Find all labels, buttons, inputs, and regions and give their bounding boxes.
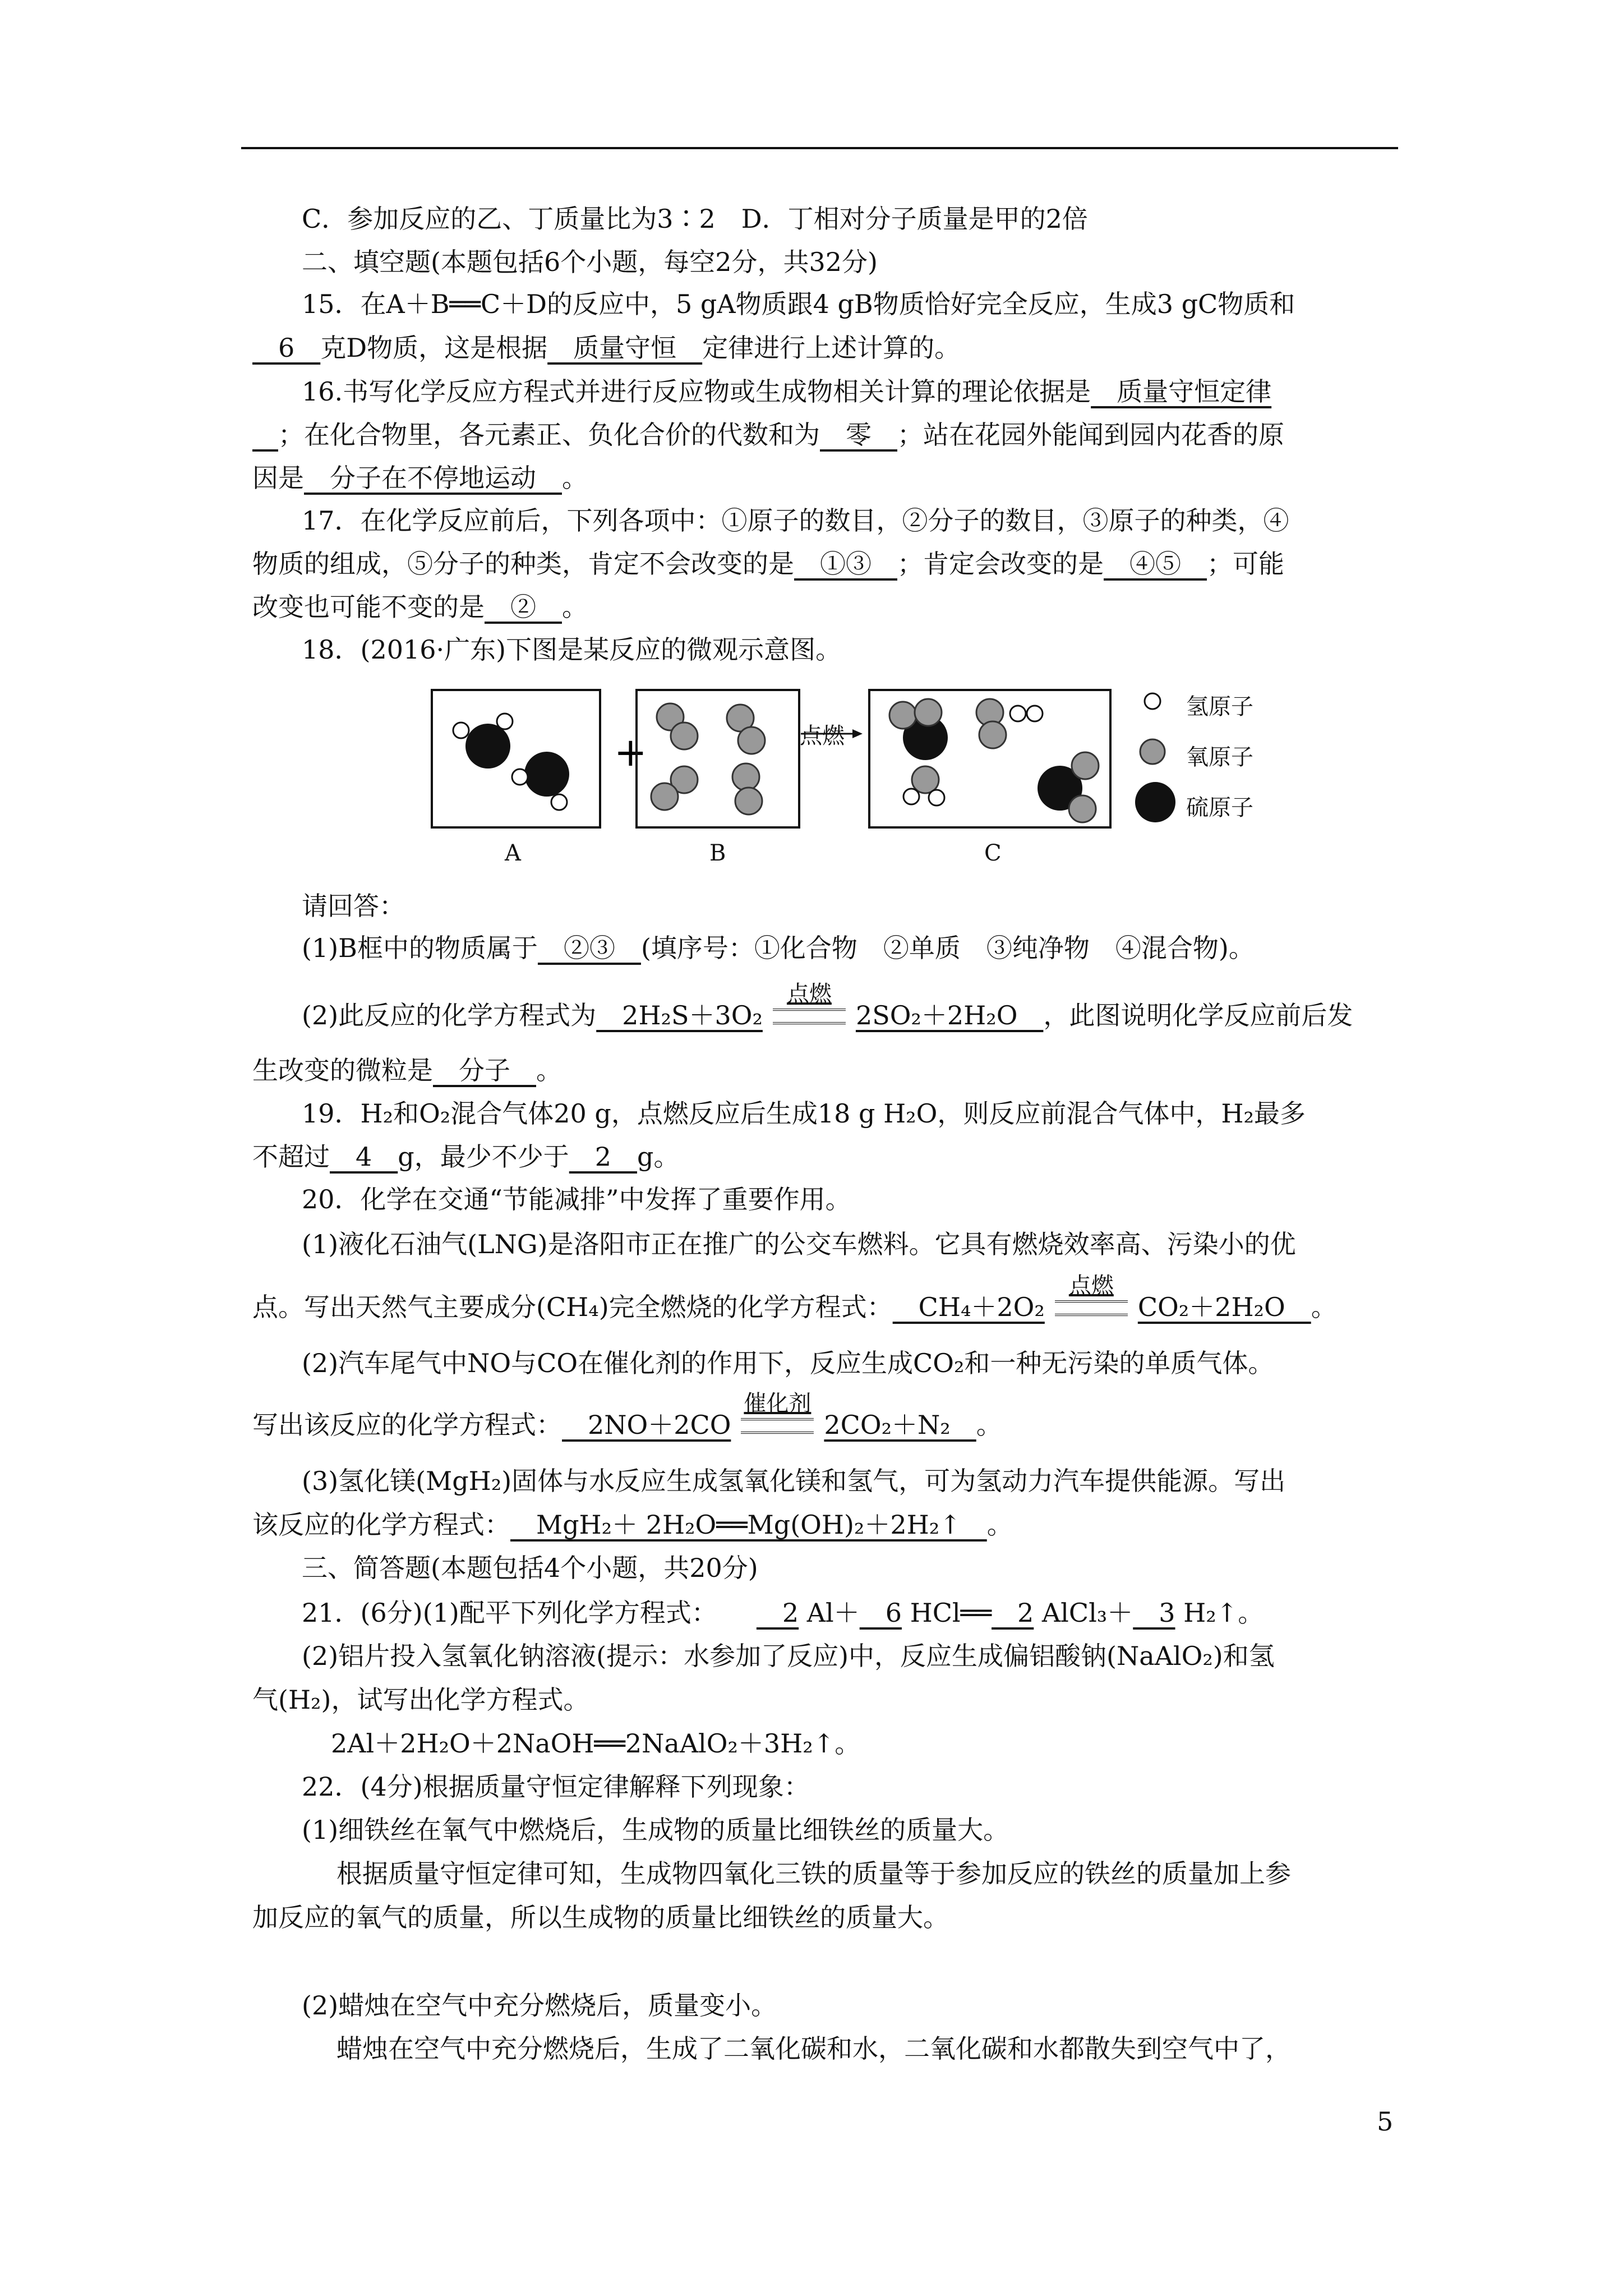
question-21-answer: 2Al＋2H₂O＋2NaOH══2NaAlO₂＋3H₂↑。: [331, 1728, 861, 1759]
question-16-cont: ；在化合物里，各元素正、负化合价的代数和为 零 ；站在花园外能闻到园内花香的原: [252, 418, 1284, 452]
answer-blank: 4: [330, 1142, 398, 1172]
question-19: 19．H₂和O₂混合气体20 g，点燃反应后生成18 g H₂O，则反应前混合气体中，H₂最多: [302, 1098, 1306, 1129]
answer-blank: CH₄＋2O₂: [892, 1292, 1045, 1322]
answer-blank: 2: [992, 1598, 1034, 1628]
question-18-2: (2)此反应的化学方程式为 2H₂S＋3O₂ 点燃 2SO₂＋2H₂O ，此图说明化学反应前后发: [302, 999, 1353, 1034]
page-number: 5: [1377, 2106, 1394, 2137]
answer-blank: 2H₂S＋3O₂: [596, 1000, 763, 1030]
question-15-cont: 6 克D物质，这是根据 质量守恒 定律进行上述计算的。: [252, 331, 960, 365]
box-c-molecules: [889, 699, 1099, 822]
question-18-1: (1)B框中的物质属于 ②③ (填序号：①化合物 ②单质 ③纯净物 ④混合物)。: [302, 931, 1255, 965]
answer-blank: 2SO₂＋2H₂O: [855, 1000, 1044, 1030]
question-18-3: 生改变的微粒是 分子 。: [252, 1053, 562, 1087]
answer-blank: 分子在不停地运动: [304, 463, 562, 493]
arrow-label: 点燃: [800, 723, 845, 749]
question-19-cont: 不超过 4 g，最少不少于 2 g。: [252, 1140, 679, 1174]
box-b-molecules: [651, 703, 765, 815]
question-16-cont2: 因是 分子在不停地运动 。: [252, 461, 588, 495]
answer-22-2: 蜡烛在空气中充分燃烧后，生成了二氧化碳和水，二氧化碳和水都散失到空气中了，: [336, 2033, 1291, 2064]
answer-blank: 质量守恒定律: [1091, 376, 1272, 407]
answer-blank: ④⑤: [1104, 549, 1207, 579]
answer-22-1-cont: 加反应的氧气的质量，所以生成物的质量比细铁丝的质量大。: [252, 1902, 949, 1932]
box-a-label: A: [505, 840, 521, 866]
header-rule: [241, 147, 1398, 149]
svg-text:+: +: [614, 729, 647, 775]
box-a-molecules: [453, 714, 569, 810]
question-15: 15．在A＋B══C＋D的反应中，5 gA物质跟4 gB物质恰好完全反应，生成3 gC物质和: [302, 289, 1295, 319]
answer-blank: 2: [569, 1142, 638, 1172]
answer-blank: 3: [1133, 1598, 1175, 1628]
question-20-1-cont: 点。写出天然气主要成分(CH₄)完全燃烧的化学方程式： CH₄＋2O₂ 点燃 CO₂＋2H₂O 。: [252, 1290, 1337, 1326]
answer-blank: 6: [859, 1598, 902, 1628]
answer-blank: ②③: [537, 933, 641, 963]
section-heading: 三、简答题(本题包括4个小题，共20分): [302, 1553, 758, 1583]
answer-blank: 零: [820, 420, 897, 450]
box-c-label: C: [984, 840, 1002, 866]
question-20-3-cont: 该反应的化学方程式： MgH₂＋ 2H₂O══Mg(OH)₂＋2H₂↑ 。: [252, 1508, 1013, 1542]
section-heading: 二、填空题(本题包括6个小题，每空2分，共32分): [302, 247, 878, 277]
question-20-2: (2)汽车尾气中NO与CO在催化剂的作用下，反应生成CO₂和一种无污染的单质气体。: [302, 1348, 1274, 1378]
question-20-3: (3)氢化镁(MgH₂)固体与水反应生成氢氧化镁和氢气，可为氢动力汽车提供能源。写出: [302, 1466, 1286, 1496]
reaction-condition: 点燃: [767, 1001, 851, 1034]
legend-hydrogen: 氢原子: [1186, 694, 1253, 720]
question-22-1: (1)细铁丝在氧气中燃烧后，生成物的质量比细铁丝的质量大。: [302, 1815, 1009, 1845]
question-21-2: (2)铝片投入氢氧化钠溶液(提示：水参加了反应)中，反应生成偏铝酸钠(NaAlO₂)和氢: [302, 1641, 1275, 1671]
answer-blank: 分子: [433, 1055, 536, 1085]
answer-blank: 2NO＋2CO: [562, 1410, 731, 1440]
question-18: 18．(2016·广东)下图是某反应的微观示意图。: [302, 634, 842, 665]
question-22: 22．(4分)根据质量守恒定律解释下列现象：: [302, 1772, 810, 1802]
question-22-2: (2)蜡烛在空气中充分燃烧后，质量变小。: [302, 1990, 777, 2021]
reaction-condition: 点燃: [1049, 1292, 1133, 1326]
legend-sulfur: 硫原子: [1186, 795, 1253, 821]
question-16: 16.书写化学反应方程式并进行反应物或生成物相关计算的理论依据是 质量守恒定律: [302, 375, 1271, 408]
box-a: [432, 690, 600, 827]
question-21: 21．(6分)(1)配平下列化学方程式： 2 Al＋ 6 HCl══ 2 AlCl₃＋ 3 H₂↑。: [302, 1596, 1264, 1630]
text-line: C．参加反应的乙、丁质量比为3∶2 D．丁相对分子质量是甲的2倍: [302, 204, 1088, 234]
answer-blank: 2: [756, 1598, 799, 1628]
question-21-2-cont: 气(H₂)，试写出化学方程式。: [252, 1685, 589, 1715]
question-20-2-cont: 写出该反应的化学方程式： 2NO＋2CO 催化剂 2CO₂＋N₂ 。: [252, 1408, 1002, 1444]
answer-blank: 6: [252, 333, 321, 363]
answer-blank: ①③: [794, 549, 897, 579]
legend-symbols: [1135, 693, 1175, 822]
answer-blank: CO₂＋2H₂O: [1137, 1292, 1311, 1322]
reaction-diagram: [426, 684, 1301, 875]
legend-oxygen: 氧原子: [1186, 744, 1253, 770]
answer-blank: MgH₂＋ 2H₂O══Mg(OH)₂＋2H₂↑: [510, 1510, 987, 1540]
question-17-cont: 物质的组成，⑤分子的种类，肯定不会改变的是 ①③ ；肯定会改变的是 ④⑤ ；可能: [252, 547, 1284, 581]
answer-blank: ②: [485, 592, 562, 622]
question-17-cont2: 改变也可能不变的是 ② 。: [252, 590, 588, 624]
reaction-condition: 催化剂: [735, 1410, 819, 1444]
question-20-1: (1)液化石油气(LNG)是洛阳市正在推广的公交车燃料。它具有燃烧效率高、污染小的优: [302, 1229, 1296, 1259]
question-17: 17．在化学反应前后，下列各项中：①原子的数目，②分子的数目，③原子的种类，④: [302, 505, 1289, 536]
molecule-diagram-svg: [426, 684, 1301, 875]
answer-blank: 2CO₂＋N₂: [824, 1410, 976, 1440]
box-b-label: B: [709, 840, 726, 866]
answer-22-1: 根据质量守恒定律可知，生成物四氧化三铁的质量等于参加反应的铁丝的质量加上参: [336, 1858, 1291, 1889]
answer-blank: 质量守恒: [547, 333, 703, 363]
question-20: 20．化学在交通“节能减排”中发挥了重要作用。: [302, 1184, 851, 1214]
question-18-ask: 请回答：: [302, 891, 405, 921]
